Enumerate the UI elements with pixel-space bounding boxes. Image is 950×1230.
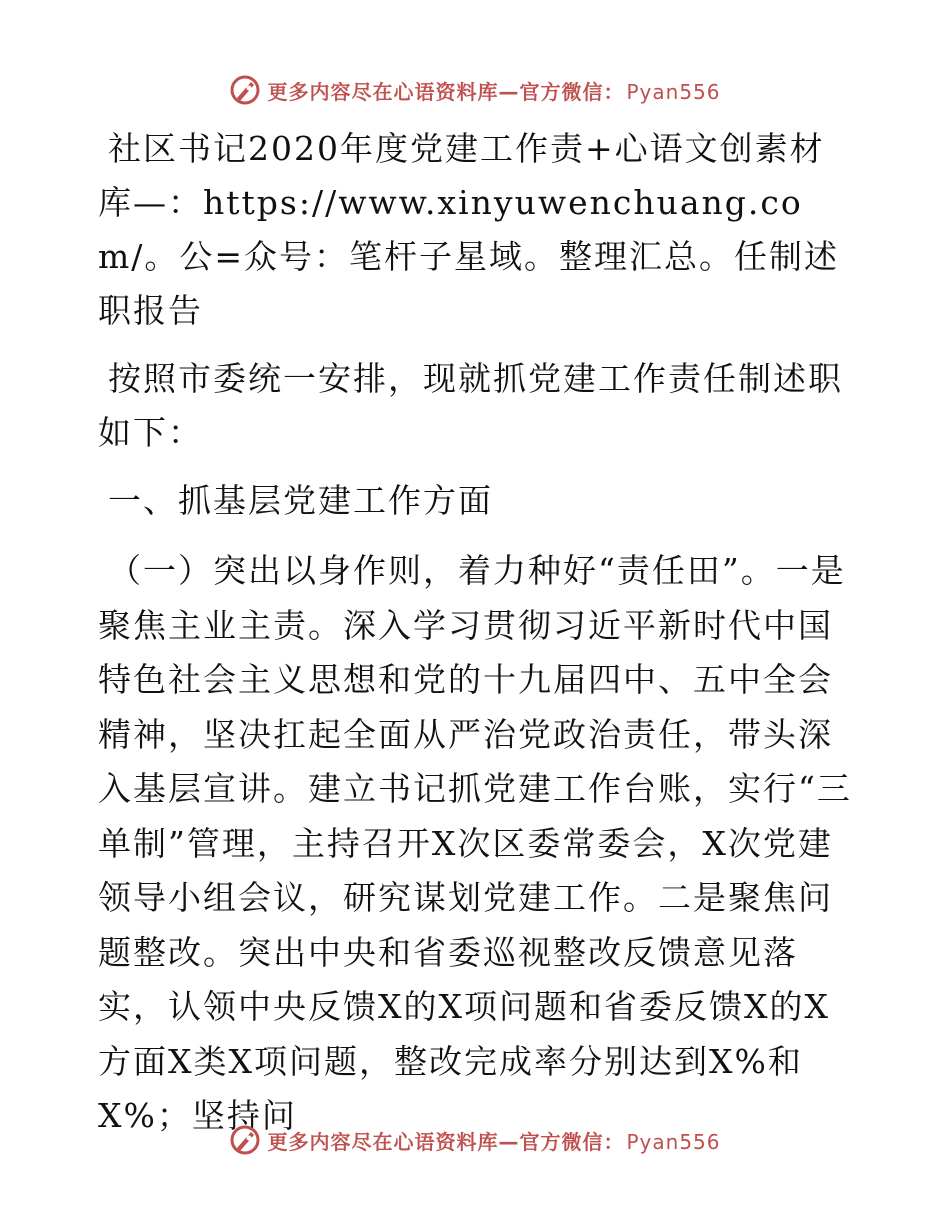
section-heading: 一、抓基层党建工作方面 — [108, 481, 493, 520]
watermark-text: 更多内容尽在心语资料库—官方微信： Pyan556 — [267, 1129, 721, 1154]
wechat-id: Pyan556 — [626, 79, 721, 104]
pen-logo-icon — [229, 1124, 261, 1156]
document-title: 社区书记2020年度党建工作责+心语文创素材库—：https://www.xinyuwenchuang.com/。公=众号：笔杆子星域。整理汇总。任制述职报告 — [98, 129, 840, 330]
intro-paragraph: 按照市委统一安排，现就抓党建工作责任制述职如下： — [98, 359, 843, 452]
pen-logo-icon — [229, 74, 261, 106]
watermark-footer — [0, 1120, 950, 1160]
watermark-header — [0, 70, 950, 110]
body-paragraph: （一）突出以身作则，着力种好“责任田”。一是聚焦主业主责。深入学习贯彻习近平新时代中国特色社会主义思想和党的十九届四中、五中全会精神，坚决扛起全面从严治党政治责任，带头深入基层宣讲。建立书记抓党建工作台账，实行“三单制”管理，主持召开X次区委常委会，X次党建领导小组会议，研究谋划党建工作。二是聚焦问题整改。突出中央和省委巡视整改反馈意见落实，认领中央反馈X的X项问题和省委反馈X的X方面X类X项问题，整改完成率分别达到X%和X%；坚持问 — [98, 551, 852, 1135]
document-body — [98, 122, 858, 1144]
wechat-id: Pyan556 — [626, 1129, 721, 1154]
watermark-text: 更多内容尽在心语资料库—官方微信： Pyan556 — [267, 79, 721, 104]
